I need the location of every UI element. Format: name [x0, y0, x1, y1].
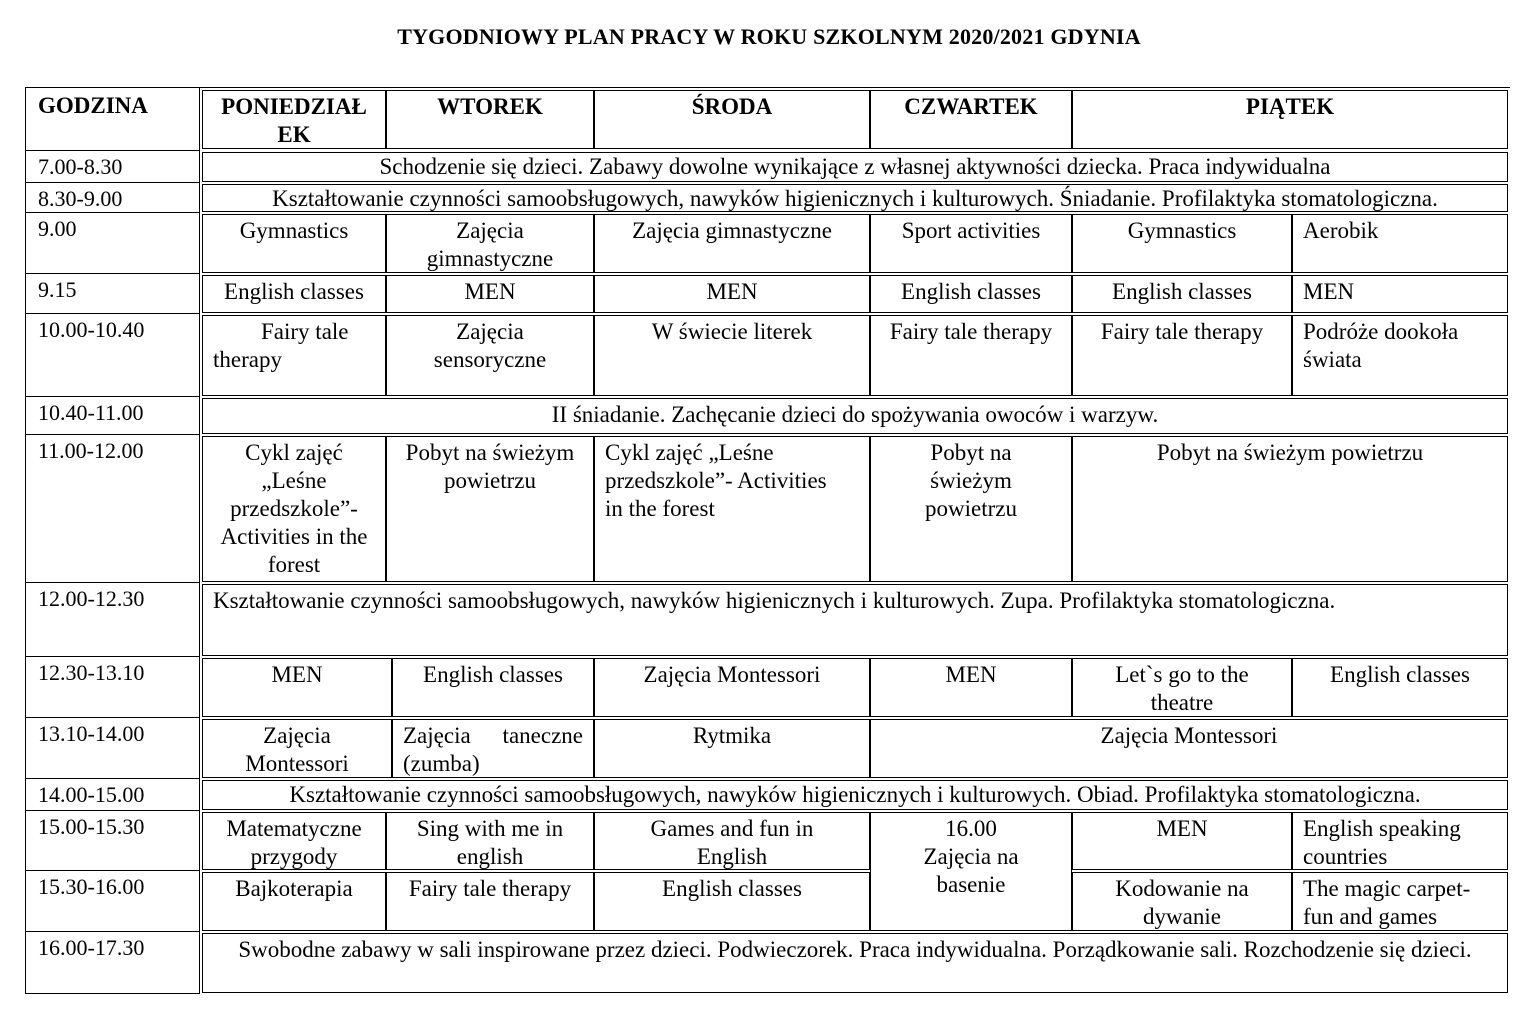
activity-cell: Cykl zajęć „Leśne przedszkole”- Activities in the forest — [594, 436, 870, 582]
hour-cell: 7.00-8.30 — [26, 151, 200, 183]
merged-activity-cell: Schodzenie się dzieci. Zabawy dowolne wynikające z własnej aktywności dziecka. Praca indywidualna — [202, 152, 1508, 182]
activity-cell: MEN — [386, 275, 594, 313]
header-thursday: CZWARTEK — [870, 90, 1072, 149]
activity-cell: Bajkoterapia — [202, 872, 386, 931]
activity-cell: Zajęcia taneczne (zumba) — [392, 719, 594, 778]
activity-cell: English speaking countries — [1292, 812, 1508, 870]
activity-cell: W świecie literek — [594, 315, 870, 396]
header-wednesday: ŚRODA — [594, 90, 870, 149]
activity-cell: MEN — [594, 275, 870, 313]
page-title: TYGODNIOWY PLAN PRACY W ROKU SZKOLNYM 2020/2021 GDYNIA — [397, 24, 1141, 49]
activity-cell: MEN — [1072, 812, 1292, 870]
merged-activity-cell: Kształtowanie czynności samoobsługowych, nawyków higienicznych i kulturowych. Zupa. Profilaktyka stomatologiczna. — [202, 584, 1508, 656]
activity-cell: MEN — [1292, 275, 1508, 313]
header-monday: PONIEDZIAŁ EK — [202, 90, 386, 149]
activity-cell: Podróże dookoła świata — [1292, 315, 1508, 396]
activity-cell: English classes — [870, 275, 1072, 313]
activity-cell: Fairy tale therapy — [202, 315, 386, 396]
activity-cell: Fairy tale therapy — [870, 315, 1072, 396]
activity-cell: English classes — [1292, 658, 1508, 717]
activity-cell: Pobyt na świeżym powietrzu — [1072, 436, 1508, 582]
activity-cell: Matematyczne przygody — [202, 812, 386, 870]
header-friday: PIĄTEK — [1072, 90, 1508, 149]
activity-cell: Sport activities — [870, 214, 1072, 273]
hour-cell: 12.30-13.10 — [26, 657, 200, 718]
activity-cell: Pobyt na świeżym powietrzu — [386, 436, 594, 582]
activity-cell: Zajęcia sensoryczne — [386, 315, 594, 396]
activity-cell: Games and fun in English — [594, 812, 870, 870]
activity-cell: Gymnastics — [1072, 214, 1292, 273]
activity-cell: Kodowanie na dywanie — [1072, 872, 1292, 931]
hour-cell: 10.00-10.40 — [26, 314, 200, 397]
schedule-table — [25, 87, 1510, 994]
activity-cell: Zajęcia Montessori — [202, 719, 392, 778]
activity-cell: MEN — [202, 658, 392, 717]
hour-cell: 16.00-17.30 — [26, 932, 200, 994]
pool-activity-cell: 16.00 Zajęcia na basenie — [870, 812, 1072, 931]
activity-cell: Zajęcia gimnastyczne — [386, 214, 594, 273]
hour-cell: 15.30-16.00 — [26, 871, 200, 932]
activity-cell: Sing with me in english — [386, 812, 594, 870]
activity-cell: Aerobik — [1292, 214, 1508, 273]
activity-cell: Gymnastics — [202, 214, 386, 273]
activity-cell: Zajęcia Montessori — [870, 719, 1508, 778]
activity-cell: English classes — [1072, 275, 1292, 313]
activity-cell: Let`s go to the theatre — [1072, 658, 1292, 717]
hour-cell: 13.10-14.00 — [26, 718, 200, 779]
hour-cell: 12.00-12.30 — [26, 583, 200, 657]
activity-cell: Pobyt na świeżym powietrzu — [870, 436, 1072, 582]
header-tuesday: WTOREK — [386, 90, 594, 149]
hour-cell: 11.00-12.00 — [26, 435, 200, 583]
activity-cell: Zajęcia gimnastyczne — [594, 214, 870, 273]
activity-cell: Fairy tale therapy — [386, 872, 594, 931]
activity-cell: English classes — [202, 275, 386, 313]
activity-cell: The magic carpet- fun and games — [1292, 872, 1508, 931]
hour-cell: 9.15 — [26, 274, 200, 314]
hour-cell: 9.00 — [26, 213, 200, 274]
activity-cell: Rytmika — [594, 719, 870, 778]
hour-cell: 14.00-15.00 — [26, 779, 200, 811]
merged-activity-cell: II śniadanie. Zachęcanie dzieci do spożywania owoców i warzyw. — [202, 398, 1508, 434]
merged-activity-cell: Kształtowanie czynności samoobsługowych, nawyków higienicznych i kulturowych. Śniadanie. Profilaktyka stomatologiczna. — [202, 184, 1508, 212]
merged-activity-cell: Swobodne zabawy w sali inspirowane przez dzieci. Podwieczorek. Praca indywidualna. Porządkowanie sali. Rozchodzenie się dzieci. — [202, 933, 1508, 993]
activity-cell: Zajęcia Montessori — [594, 658, 870, 717]
activity-cell: MEN — [870, 658, 1072, 717]
activity-cell: Cykl zajęć „Leśne przedszkole”- Activities in the forest — [202, 436, 386, 582]
hour-cell: 10.40-11.00 — [26, 397, 200, 435]
activity-cell: English classes — [392, 658, 594, 717]
header-hour: GODZINA — [26, 88, 200, 151]
hour-cell: 8.30-9.00 — [26, 183, 200, 213]
activity-cell: Fairy tale therapy — [1072, 315, 1292, 396]
merged-activity-cell: Kształtowanie czynności samoobsługowych, nawyków higienicznych i kulturowych. Obiad. Profilaktyka stomatologiczna. — [202, 780, 1508, 810]
activity-cell: English classes — [594, 872, 870, 931]
hour-cell: 15.00-15.30 — [26, 811, 200, 871]
